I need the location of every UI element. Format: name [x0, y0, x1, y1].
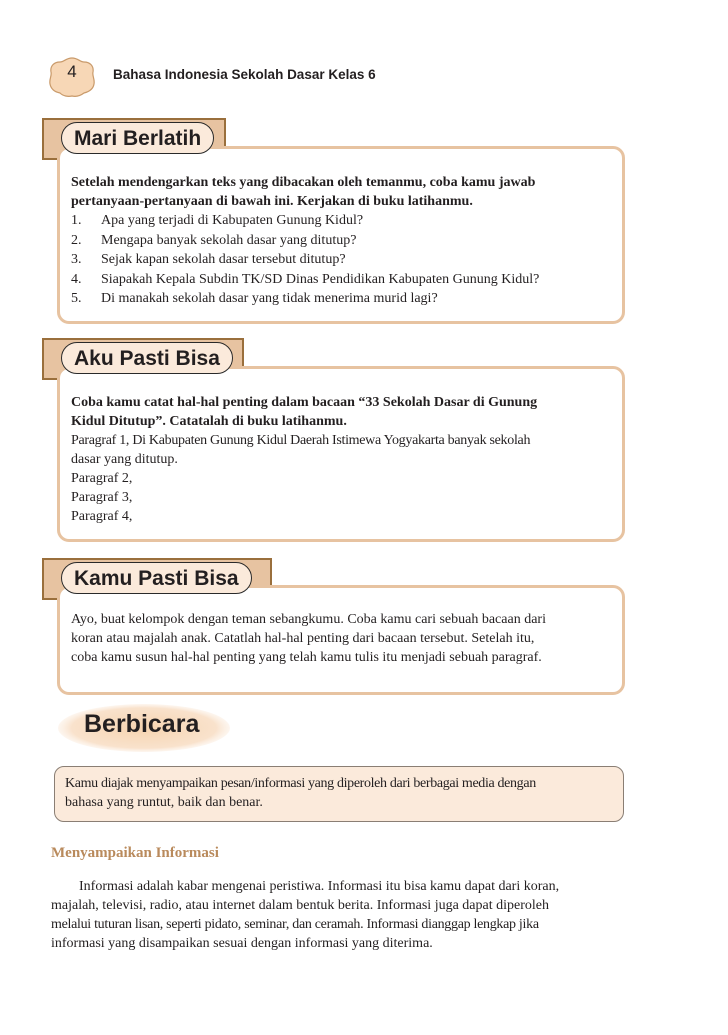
kamu-pasti-bisa-line-1: Ayo, buat kelompok dengan teman sebangkumu. Coba kamu cari sebuah bacaan dari — [71, 612, 546, 627]
aku-pasti-bisa-instruction-2: Kidul Ditutup”. Catatalah di buku latihanmu. — [71, 414, 347, 429]
list-item — [71, 211, 612, 231]
mari-berlatih-instruction-1: Setelah mendengarkan teks yang dibacakan oleh temanmu, coba kamu jawab — [71, 175, 536, 190]
paragraf-2: Paragraf 2, — [71, 471, 133, 486]
question-number: 3. — [71, 252, 82, 267]
question-number: 5. — [71, 291, 82, 306]
mari-berlatih-title: Mari Berlatih — [61, 122, 214, 154]
informasi-line-2: majalah, televisi, radio, atau internet dalam bentuk berita. Informasi juga dapat diperoleh — [51, 898, 549, 913]
informasi-line-3: melalui tuturan lisan, seperti pidato, seminar, dan ceramah. Informasi dianggap lengkap jika — [51, 917, 539, 932]
book-title: Bahasa Indonesia Sekolah Dasar Kelas 6 — [113, 67, 376, 82]
list-item — [71, 250, 612, 270]
question-text: Mengapa banyak sekolah dasar yang ditutup? — [101, 232, 357, 248]
paragraf-4: Paragraf 4, — [71, 509, 133, 524]
question-text: Sejak kapan sekolah dasar tersebut ditutup? — [101, 252, 346, 267]
question-number: 4. — [71, 271, 82, 287]
kamu-pasti-bisa-line-3: coba kamu susun hal-hal penting yang telah kamu tulis itu menjadi sebuah paragraf. — [71, 650, 542, 665]
berbicara-goal-line-2: bahasa yang runtut, baik dan benar. — [65, 795, 263, 810]
informasi-line-1: Informasi adalah kabar mengenai peristiwa. Informasi itu bisa kamu dapat dari koran, — [79, 879, 560, 894]
question-text: Siapakah Kepala Subdin TK/SD Dinas Pendidikan Kabupaten Gunung Kidul? — [101, 271, 540, 287]
berbicara-goal-line-1: Kamu diajak menyampaikan pesan/informasi yang diperoleh dari berbagai media dengan — [65, 776, 536, 791]
kamu-pasti-bisa-title: Kamu Pasti Bisa — [61, 562, 252, 594]
informasi-line-4: informasi yang disampaikan sesuai dengan informasi yang diterima. — [51, 936, 433, 951]
page-number-badge — [48, 56, 96, 98]
aku-pasti-bisa-instruction-1: Coba kamu catat hal-hal penting dalam bacaan “33 Sekolah Dasar di Gunung — [71, 395, 538, 410]
mari-berlatih-instruction-2: pertanyaan-pertanyaan di bawah ini. Kerjakan di buku latihanmu. — [71, 194, 473, 209]
paragraf-1-line-2: dasar yang ditutup. — [71, 452, 178, 467]
kamu-pasti-bisa-line-2: koran atau majalah anak. Catatlah hal-hal penting dari bacaan tersebut. Setelah itu, — [71, 631, 535, 646]
question-list — [71, 211, 612, 309]
question-text: Apa yang terjadi di Kabupaten Gunung Kidul? — [101, 213, 364, 228]
list-item — [71, 289, 612, 309]
list-item — [71, 231, 612, 251]
question-number: 1. — [71, 213, 82, 228]
question-number: 2. — [71, 232, 82, 248]
paragraf-3: Paragraf 3, — [71, 490, 133, 505]
page-number: 4 — [67, 62, 77, 81]
paragraf-1-line-1: Paragraf 1, Di Kabupaten Gunung Kidul Daerah Istimewa Yogyakarta banyak sekolah — [71, 433, 531, 448]
question-text: Di manakah sekolah dasar yang tidak menerima murid lagi? — [101, 291, 438, 306]
berbicara-heading: Berbicara — [84, 710, 200, 738]
list-item — [71, 270, 612, 290]
menyampaikan-informasi-heading: Menyampaikan Informasi — [51, 845, 219, 861]
aku-pasti-bisa-title: Aku Pasti Bisa — [61, 342, 233, 374]
